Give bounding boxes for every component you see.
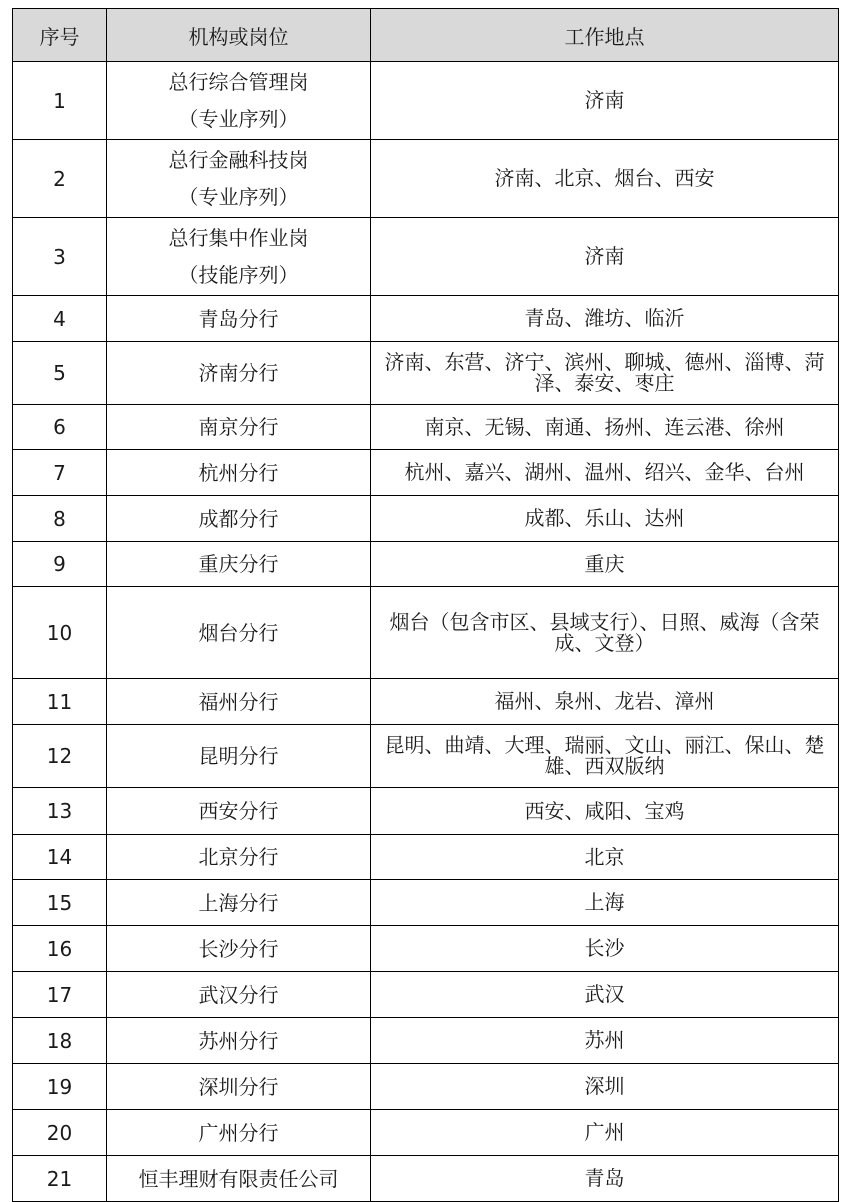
org-line: 昆明分行: [198, 744, 279, 768]
header-work-location: 工作地点: [371, 9, 839, 62]
table-body: [13, 62, 839, 1202]
org-line: 总行集中作业岗: [168, 225, 309, 250]
row-index: 9: [13, 542, 107, 587]
row-work-location: 重庆: [371, 542, 839, 587]
row-org-or-position: [107, 1064, 371, 1110]
row-org-or-position: [107, 542, 371, 587]
row-index: 4: [13, 296, 107, 342]
table-row: [13, 342, 839, 405]
row-work-location: 成都、乐山、达州: [371, 496, 839, 542]
row-work-location: 长沙: [371, 926, 839, 972]
table-row: [13, 725, 839, 788]
row-index: 3: [13, 218, 107, 296]
org-line: 福州分行: [198, 689, 279, 714]
table-row: [13, 972, 839, 1018]
row-org-or-position: [107, 218, 371, 296]
table-row: [13, 1156, 839, 1202]
row-index: 2: [13, 140, 107, 218]
row-org-or-position: [107, 679, 371, 725]
row-org-or-position: [107, 1110, 371, 1156]
recruitment-location-table-container: [12, 8, 839, 1202]
org-line: 西安分行: [198, 799, 279, 823]
row-work-location: 福州、泉州、龙岩、漳州: [371, 679, 839, 725]
org-line: 总行综合管理岗: [168, 69, 309, 94]
row-index: 8: [13, 496, 107, 542]
table-row: [13, 450, 839, 496]
org-line: 广州分行: [198, 1120, 279, 1145]
table-row: [13, 926, 839, 972]
table-row: [13, 835, 839, 880]
row-index: 16: [13, 926, 107, 972]
table-row: [13, 1064, 839, 1110]
table-row: [13, 1018, 839, 1064]
row-index: 6: [13, 405, 107, 450]
org-line: 成都分行: [198, 506, 279, 531]
row-org-or-position: [107, 1018, 371, 1064]
table-row: [13, 587, 839, 679]
row-work-location: 杭州、嘉兴、湖州、温州、绍兴、金华、台州: [371, 450, 839, 496]
table-row: [13, 218, 839, 296]
recruitment-location-table: [12, 8, 839, 1202]
row-org-or-position: [107, 926, 371, 972]
row-work-location: 青岛: [371, 1156, 839, 1202]
table-row: [13, 62, 839, 140]
row-work-location: 上海: [371, 880, 839, 926]
row-index: 10: [13, 587, 107, 679]
org-line: 总行金融科技岗: [168, 147, 309, 172]
row-work-location: 武汉: [371, 972, 839, 1018]
row-index: 12: [13, 725, 107, 788]
row-work-location: 烟台（包含市区、县域支行）、日照、威海（含荣成、文登）: [371, 587, 839, 679]
row-index: 15: [13, 880, 107, 926]
row-org-or-position: [107, 405, 371, 450]
table-row: [13, 788, 839, 835]
row-work-location: 苏州: [371, 1018, 839, 1064]
row-org-or-position: [107, 62, 371, 140]
row-org-or-position: [107, 972, 371, 1018]
row-index: 19: [13, 1064, 107, 1110]
row-index: 20: [13, 1110, 107, 1156]
table-row: [13, 296, 839, 342]
table-row: [13, 679, 839, 725]
row-index: 11: [13, 679, 107, 725]
header-org-or-position: 机构或岗位: [107, 9, 371, 62]
org-line: 烟台分行: [198, 620, 279, 645]
org-line: （专业序列）: [178, 184, 299, 209]
table-header-row: [13, 9, 839, 62]
row-org-or-position: [107, 342, 371, 405]
row-org-or-position: [107, 140, 371, 218]
row-org-or-position: [107, 835, 371, 880]
org-line: 重庆分行: [198, 552, 279, 576]
row-index: 17: [13, 972, 107, 1018]
table-row: [13, 1110, 839, 1156]
row-work-location: 南京、无锡、南通、扬州、连云港、徐州: [371, 405, 839, 450]
org-line: 武汉分行: [198, 982, 279, 1007]
table-row: [13, 405, 839, 450]
row-org-or-position: [107, 788, 371, 835]
row-org-or-position: [107, 587, 371, 679]
row-work-location: 西安、咸阳、宝鸡: [371, 788, 839, 835]
table-row: [13, 542, 839, 587]
org-line: 南京分行: [198, 415, 279, 439]
row-work-location: 济南: [371, 62, 839, 140]
org-line: 恒丰理财有限责任公司: [138, 1166, 339, 1191]
row-org-or-position: [107, 450, 371, 496]
row-work-location: 济南、北京、烟台、西安: [371, 140, 839, 218]
row-work-location: 广州: [371, 1110, 839, 1156]
row-work-location: 济南、东营、济宁、滨州、聊城、德州、淄博、菏泽、泰安、枣庄: [371, 342, 839, 405]
org-line: 长沙分行: [198, 936, 279, 961]
org-line: 北京分行: [198, 845, 279, 869]
row-index: 21: [13, 1156, 107, 1202]
org-line: （专业序列）: [178, 106, 299, 131]
row-org-or-position: [107, 296, 371, 342]
org-line: 青岛分行: [198, 306, 279, 331]
row-index: 1: [13, 62, 107, 140]
row-org-or-position: [107, 880, 371, 926]
org-line: （技能序列）: [178, 262, 299, 287]
row-org-or-position: [107, 725, 371, 788]
row-index: 5: [13, 342, 107, 405]
row-org-or-position: [107, 496, 371, 542]
row-work-location: 青岛、潍坊、临沂: [371, 296, 839, 342]
row-work-location: 昆明、曲靖、大理、瑞丽、文山、丽江、保山、楚雄、西双版纳: [371, 725, 839, 788]
row-org-or-position: [107, 1156, 371, 1202]
org-line: 上海分行: [198, 890, 279, 915]
row-index: 14: [13, 835, 107, 880]
table-row: [13, 496, 839, 542]
row-index: 18: [13, 1018, 107, 1064]
row-work-location: 北京: [371, 835, 839, 880]
table-row: [13, 140, 839, 218]
org-line: 杭州分行: [198, 460, 279, 485]
org-line: 苏州分行: [198, 1028, 279, 1053]
row-work-location: 济南: [371, 218, 839, 296]
row-work-location: 深圳: [371, 1064, 839, 1110]
table-row: [13, 880, 839, 926]
org-line: 济南分行: [198, 361, 279, 385]
row-index: 7: [13, 450, 107, 496]
org-line: 深圳分行: [198, 1074, 279, 1099]
row-index: 13: [13, 788, 107, 835]
header-index: 序号: [13, 9, 107, 62]
